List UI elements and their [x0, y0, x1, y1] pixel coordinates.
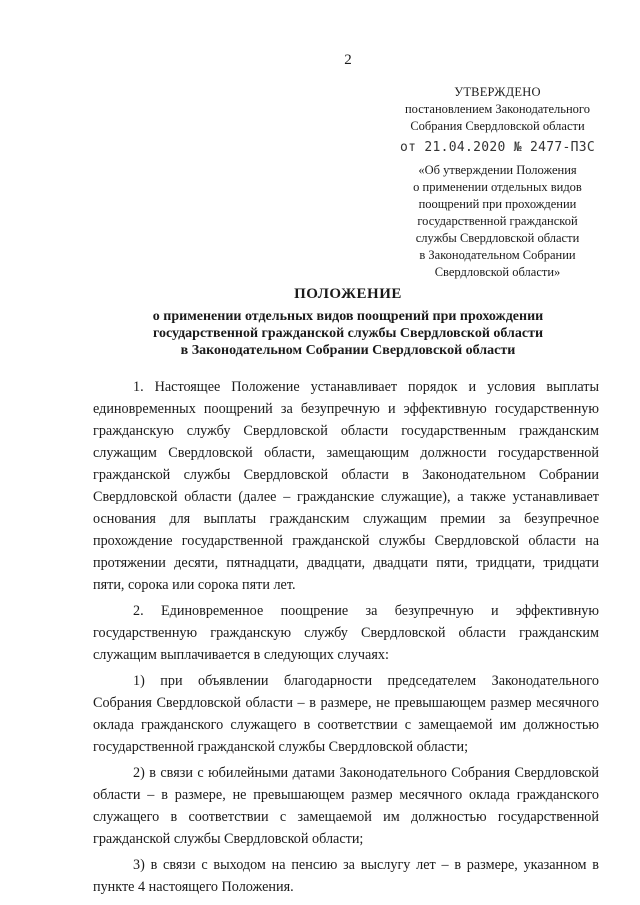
approved-label: УТВЕРЖДЕНО: [454, 85, 541, 99]
paragraph-1: 1. Настоящее Положение устанавливает порядок и условия выплаты единовременных поощрений за безупречную и эффективную государственную гражданскую службу Свердловской области государственным гражданским служащим Свердловской области, замещающим должности государственной гражданской службы Свердловской области в Законодательном Собрании Свердловской области (далее – гражданские служащие), а также устанавливает основания для выплаты гражданским служащим премии за безупречное прохождение государственной гражданской службы Свердловской области на протяжении десяти, пятнадцати, двадцати, двадцати пяти, тридцати, тридцати пяти, сорока или сорока пяти лет.: [93, 379, 599, 593]
decree-subject-line: Свердловской области»: [434, 265, 561, 279]
subtitle-line: в Законодательном Собрании Свердловской области: [180, 343, 516, 358]
paragraph-2: 2. Единовременное поощрение за безупречную и эффективную государственную гражданскую службу Свердловской области гражданским служащим выплачивается в следующих случаях:: [93, 603, 599, 663]
subtitle-line: о применении отдельных видов поощрений при прохождении: [152, 309, 544, 324]
decree-subject-line: в Законодательном Собрании: [419, 248, 576, 262]
decree-subject-line: поощрений при прохождении: [418, 197, 577, 211]
decree-number: от 21.04.2020 № 2477-ПЗС: [399, 140, 596, 155]
approval-line-2: Собрания Свердловской области: [410, 119, 585, 133]
approval-line-1: постановлением Законодательного: [404, 102, 590, 116]
decree-subject-line: службы Свердловской области: [415, 231, 580, 245]
decree-subject-line: о применении отдельных видов: [413, 180, 582, 194]
decree-subject: [390, 162, 605, 281]
document-body: [93, 376, 599, 902]
approval-stamp: [390, 84, 605, 281]
paragraph-2-item-3: 3) в связи с выходом на пенсию за выслугу лет – в размере, указанном в пункте 4 настоящего Положения.: [93, 857, 599, 895]
paragraph-2-item-1: 1) при объявлении благодарности председателем Законодательного Собрания Свердловской области – в размере, не превышающем размер месячного оклада гражданского служащего в соответствии с замещаемой им должностью государственной гражданской службы Свердловской области;: [93, 673, 599, 755]
decree-subject-line: государственной гражданской: [417, 214, 578, 228]
paragraph-2-item-2: 2) в связи с юбилейными датами Законодательного Собрания Свердловской области – в размере, не превышающем размер месячного оклада гражданского служащего в соответствии с замещаемой им должностью государственной гражданской службы Свердловской области;: [93, 765, 599, 847]
document-subtitle: [0, 308, 640, 359]
document-title: ПОЛОЖЕНИЕ: [294, 286, 402, 302]
page-number: 2: [344, 52, 352, 68]
decree-subject-line: «Об утверждении Положения: [418, 163, 577, 177]
subtitle-line: государственной гражданской службы Свердловской области: [152, 326, 544, 341]
